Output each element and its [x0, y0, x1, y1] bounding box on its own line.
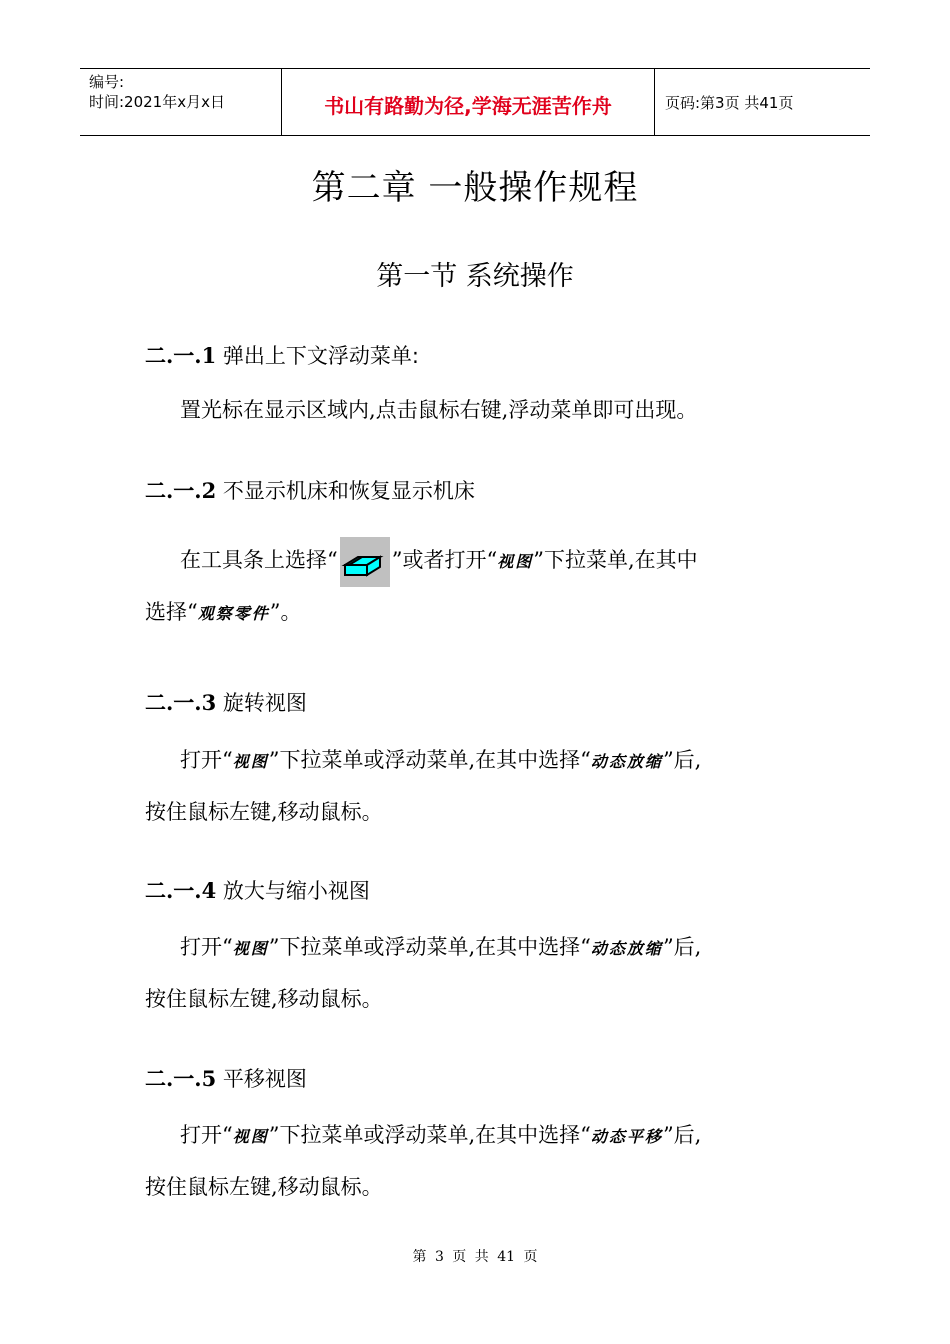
menu-keyword: 视图: [232, 939, 269, 958]
header-page-cell: [655, 69, 870, 135]
paragraph-text: 按住鼠标左键,移动鼠标。: [145, 987, 383, 1011]
paragraph-text: ”后,: [662, 935, 702, 959]
paragraph-text: ”下拉菜单或浮动菜单,在其中选择“: [268, 935, 591, 959]
eraser-icon: [340, 537, 390, 587]
menu-keyword: 观察零件: [197, 604, 270, 623]
paragraph-text: ”下拉菜单,在其中: [533, 548, 698, 572]
page-footer: 第 3 页 共 41 页: [412, 1249, 538, 1265]
section-heading-text: 旋转视图: [222, 691, 307, 715]
section-paragraph: [145, 535, 825, 639]
paragraph-text: ”后,: [662, 748, 702, 772]
section-heading: [145, 1063, 307, 1093]
paragraph-text: 打开“: [180, 1123, 233, 1147]
section-heading: [145, 340, 419, 370]
section-paragraph: [145, 735, 825, 837]
paragraph-text: 按住鼠标左键,移动鼠标。: [145, 800, 383, 824]
paragraph-text: 选择“: [145, 600, 198, 624]
section-heading: [145, 475, 475, 505]
page-header: [80, 68, 870, 136]
paragraph-text: ”下拉菜单或浮动菜单,在其中选择“: [268, 748, 591, 772]
section-paragraph: [145, 385, 825, 435]
section-number: 二.一.4: [145, 878, 217, 903]
document-time-label: 时间:2021年x月x日: [89, 93, 225, 111]
menu-keyword: 动态放缩: [590, 939, 663, 958]
paragraph-text: ”后,: [662, 1123, 702, 1147]
section-heading-text: 弹出上下文浮动菜单:: [222, 344, 419, 368]
paragraph-text: ”。: [269, 600, 302, 624]
chapter-title: 第二章 一般操作规程: [311, 168, 639, 208]
paragraph-text: 在工具条上选择“: [180, 548, 338, 572]
menu-keyword: 视图: [232, 752, 269, 771]
paragraph-text: ”下拉菜单或浮动菜单,在其中选择“: [268, 1123, 591, 1147]
menu-keyword: 动态平移: [590, 1127, 663, 1146]
section-heading: [145, 687, 307, 717]
paragraph-text: 按住鼠标左键,移动鼠标。: [145, 1175, 383, 1199]
document-number-label: 编号:: [89, 73, 125, 91]
section-number: 二.一.1: [145, 343, 217, 368]
section-paragraph: [145, 922, 825, 1024]
paragraph-text: 置光标在显示区域内,点击鼠标右键,浮动菜单即可出现。: [180, 398, 698, 422]
menu-keyword: 视图: [497, 552, 534, 571]
section-heading: [145, 875, 370, 905]
motto-text: 书山有路勤为径,学海无涯苦作舟: [324, 93, 612, 118]
menu-keyword: 动态放缩: [590, 752, 663, 771]
menu-keyword: 视图: [232, 1127, 269, 1146]
section-heading-text: 平移视图: [222, 1067, 307, 1091]
section-paragraph: [145, 1110, 825, 1212]
section-number: 二.一.2: [145, 478, 217, 503]
paragraph-text: ”或者打开“: [391, 548, 498, 572]
section-title: 第一节 系统操作: [376, 261, 574, 292]
header-motto-cell: [282, 69, 655, 135]
paragraph-text: 打开“: [180, 935, 233, 959]
section-heading-text: 放大与缩小视图: [222, 879, 370, 903]
section-number: 二.一.5: [145, 1066, 217, 1091]
section-number: 二.一.3: [145, 690, 217, 715]
header-meta-cell: [80, 69, 282, 135]
page-number-label: 页码:第3页 共41页: [665, 93, 794, 112]
section-heading-text: 不显示机床和恢复显示机床: [222, 479, 475, 503]
paragraph-text: 打开“: [180, 748, 233, 772]
